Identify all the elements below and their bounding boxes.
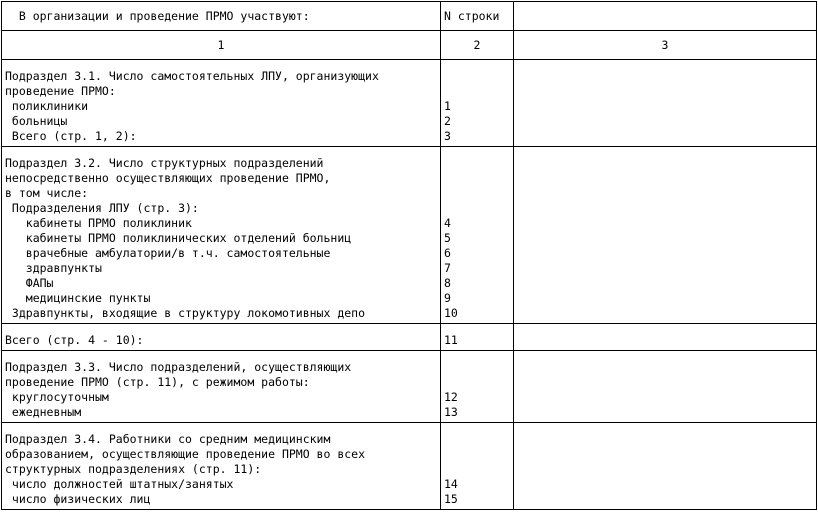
section-3-4-row	[2, 423, 817, 510]
section-3-2-codes: 4 5 6 7 8 9 10	[441, 147, 514, 324]
header-value	[514, 2, 817, 31]
header-row	[2, 2, 817, 31]
header-row-number: N строки	[441, 2, 514, 31]
section-3-2-value[interactable]	[514, 147, 817, 324]
total-row	[2, 324, 817, 351]
total-text: Всего (стр. 4 - 10):	[2, 324, 441, 351]
section-3-4-codes: 14 15	[441, 423, 514, 510]
section-3-1-value[interactable]	[514, 60, 817, 147]
section-3-3-value[interactable]	[514, 351, 817, 423]
column-number-3: 3	[514, 31, 817, 60]
section-3-2-text: Подраздел 3.2. Число структурных подразделений непосредственно осуществляющих проведение ПРМО, в том числе: Подразделения ЛПУ (стр. 3): кабинеты ПРМО поликлиник кабинеты ПРМО поликлинических отделений больниц врачебные амбулатории/в т.ч. самостоятельные здравпункты ФАПы медицинские пункты Здравпункты, входящие в структуру локомотивных депо	[2, 147, 441, 324]
section-3-1-text: Подраздел 3.1. Число самостоятельных ЛПУ, организующих проведение ПРМО: поликлиники больницы Всего (стр. 1, 2):	[2, 60, 441, 147]
header-participants: В организации и проведение ПРМО участвуют:	[2, 2, 441, 31]
section-3-4-value[interactable]	[514, 423, 817, 510]
column-number-1: 1	[2, 31, 441, 60]
section-3-1-row	[2, 60, 817, 147]
section-3-3-row	[2, 351, 817, 423]
section-3-1-codes: 1 2 3	[441, 60, 514, 147]
section-3-2-row	[2, 147, 817, 324]
total-code: 11	[441, 324, 514, 351]
report-table	[1, 1, 817, 510]
total-value[interactable]	[514, 324, 817, 351]
section-3-4-text: Подраздел 3.4. Работники со средним медицинским образованием, осуществляющие проведение ПРМО во всех структурных подразделениях (стр. 11): число должностей штатных/занятых число физических лиц	[2, 423, 441, 510]
column-numbers-row	[2, 31, 817, 60]
section-3-3-codes: 12 13	[441, 351, 514, 423]
column-number-2: 2	[441, 31, 514, 60]
section-3-3-text: Подраздел 3.3. Число подразделений, осуществляющих проведение ПРМО (стр. 11), с режимом работы: круглосуточным ежедневным	[2, 351, 441, 423]
